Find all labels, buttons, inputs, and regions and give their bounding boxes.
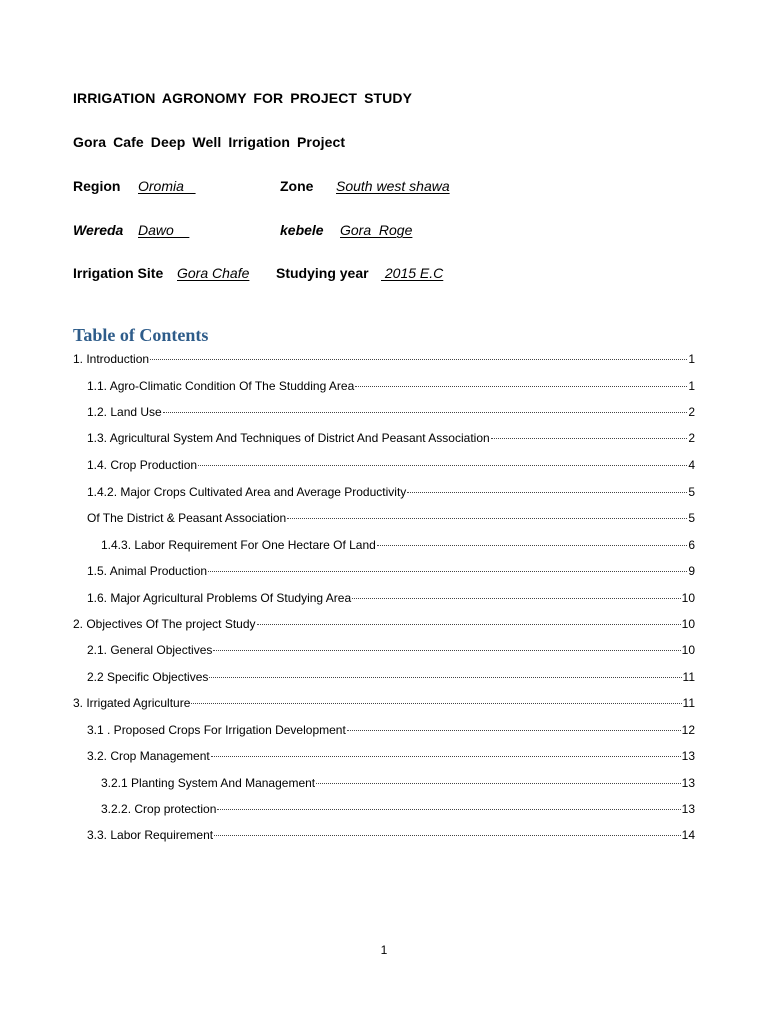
toc-leader (209, 665, 681, 678)
toc-entry-page: 11 (682, 670, 695, 684)
toc-entry-label: 1.6. Major Agricultural Problems Of Studying Area (87, 591, 352, 605)
toc-leader (163, 400, 688, 413)
toc-entry[interactable] (87, 483, 695, 500)
toc-leader (208, 559, 687, 572)
toc-entry[interactable] (87, 826, 695, 843)
toc-entry-page: 9 (688, 564, 695, 578)
irrigation-site-label: Irrigation Site (73, 265, 164, 281)
toc-entry-page: 1 (688, 379, 695, 393)
toc-leader (211, 744, 681, 757)
page-number: 1 (380, 943, 388, 957)
toc-entry[interactable] (87, 747, 695, 764)
toc-entry[interactable] (87, 668, 695, 685)
toc-entry-label: 1.3. Agricultural System And Techniques of District And Peasant Association (87, 431, 490, 445)
toc-entry-label: 1. Introduction (73, 352, 150, 366)
studying-year-label: Studying year (276, 265, 369, 281)
toc-entry-label: 2. Objectives Of The project Study (73, 617, 256, 631)
toc-entry[interactable] (101, 800, 695, 817)
toc-entry-page: 4 (688, 458, 695, 472)
toc-entry-page: 2 (688, 431, 695, 445)
toc-leader (214, 823, 681, 836)
toc-entry-label: 1.5. Animal Production (87, 564, 208, 578)
toc-entry[interactable] (87, 509, 695, 526)
toc-entry-label: 2.1. General Objectives (87, 643, 213, 657)
toc-entry-page: 6 (688, 538, 695, 552)
toc-entry-label: 3.1 . Proposed Crops For Irrigation Development (87, 723, 346, 737)
toc-entry-label: 3.2. Crop Management (87, 749, 210, 763)
toc-entry[interactable] (87, 456, 695, 473)
toc-entry-label: 2.2 Specific Objectives (87, 670, 209, 684)
toc-leader (150, 347, 687, 360)
irrigation-site-value: Gora Chafe (177, 265, 250, 281)
toc-entry-label: 1.1. Agro-Climatic Condition Of The Studding Area (87, 379, 355, 393)
toc-entry[interactable] (73, 615, 695, 632)
toc-entry-page: 5 (688, 485, 695, 499)
toc-leader (191, 691, 681, 704)
toc-entry-page: 10 (681, 617, 695, 631)
toc-entry-label: 3.2.2. Crop protection (101, 802, 217, 816)
toc-entry[interactable] (87, 429, 695, 446)
toc-leader (491, 426, 688, 439)
toc-leader (257, 612, 681, 625)
toc-entry-page: 5 (688, 511, 695, 525)
toc-leader (213, 638, 680, 651)
toc-leader (347, 718, 681, 731)
toc-leader (287, 506, 687, 519)
document-title: IRRIGATION AGRONOMY FOR PROJECT STUDY (73, 90, 413, 106)
toc-leader (407, 480, 687, 493)
toc-entry-page: 10 (681, 591, 695, 605)
toc-entry-label: 3.3. Labor Requirement (87, 828, 214, 842)
toc-heading: Table of Contents (73, 325, 209, 345)
toc-entry[interactable] (87, 589, 695, 606)
toc-entry-page: 13 (681, 802, 695, 816)
toc-entry[interactable] (101, 536, 695, 553)
toc-entry[interactable] (87, 721, 695, 738)
toc-entry-label: Of The District & Peasant Association (87, 511, 287, 525)
wereda-label: Wereda (73, 222, 124, 238)
toc-entry-label: 3.2.1 Planting System And Management (101, 776, 316, 790)
region-value: Oromia (138, 178, 196, 194)
toc-entry[interactable] (101, 774, 695, 791)
toc-entry[interactable] (73, 350, 695, 367)
toc-entry-page: 13 (681, 776, 695, 790)
toc-leader (352, 586, 681, 599)
zone-label: Zone (280, 178, 314, 194)
toc-entry[interactable] (87, 562, 695, 579)
toc-entry-page: 11 (682, 696, 695, 710)
toc-leader (217, 797, 680, 810)
kebele-label: kebele (280, 222, 324, 238)
wereda-value: Dawo (138, 222, 190, 238)
toc-leader (377, 533, 687, 546)
toc-entry[interactable] (87, 403, 695, 420)
zone-value: South west shawa (336, 178, 450, 194)
studying-year-value: 2015 E.C (381, 265, 444, 281)
toc-entry-page: 1 (688, 352, 695, 366)
toc-entry[interactable] (87, 377, 695, 394)
toc-leader (316, 771, 681, 784)
kebele-value: Gora Roge (340, 222, 413, 238)
toc-entry-label: 1.4. Crop Production (87, 458, 198, 472)
toc-entry-label: 1.4.2. Major Crops Cultivated Area and Average Productivity (87, 485, 407, 499)
toc-entry-page: 13 (681, 749, 695, 763)
toc-entry-label: 1.4.3. Labor Requirement For One Hectare Of Land (101, 538, 376, 552)
toc-entry-page: 10 (681, 643, 695, 657)
toc-entry[interactable] (73, 694, 695, 711)
toc-leader (355, 374, 687, 387)
toc-entry[interactable] (87, 641, 695, 658)
toc-entry-label: 3. Irrigated Agriculture (73, 696, 191, 710)
toc-entry-page: 2 (688, 405, 695, 419)
toc-entry-label: 1.2. Land Use (87, 405, 162, 419)
project-title: Gora Cafe Deep Well Irrigation Project (73, 134, 346, 150)
region-label: Region (73, 178, 121, 194)
toc-entry-page: 14 (681, 828, 695, 842)
toc-entry-page: 12 (681, 723, 695, 737)
toc-leader (198, 453, 687, 466)
